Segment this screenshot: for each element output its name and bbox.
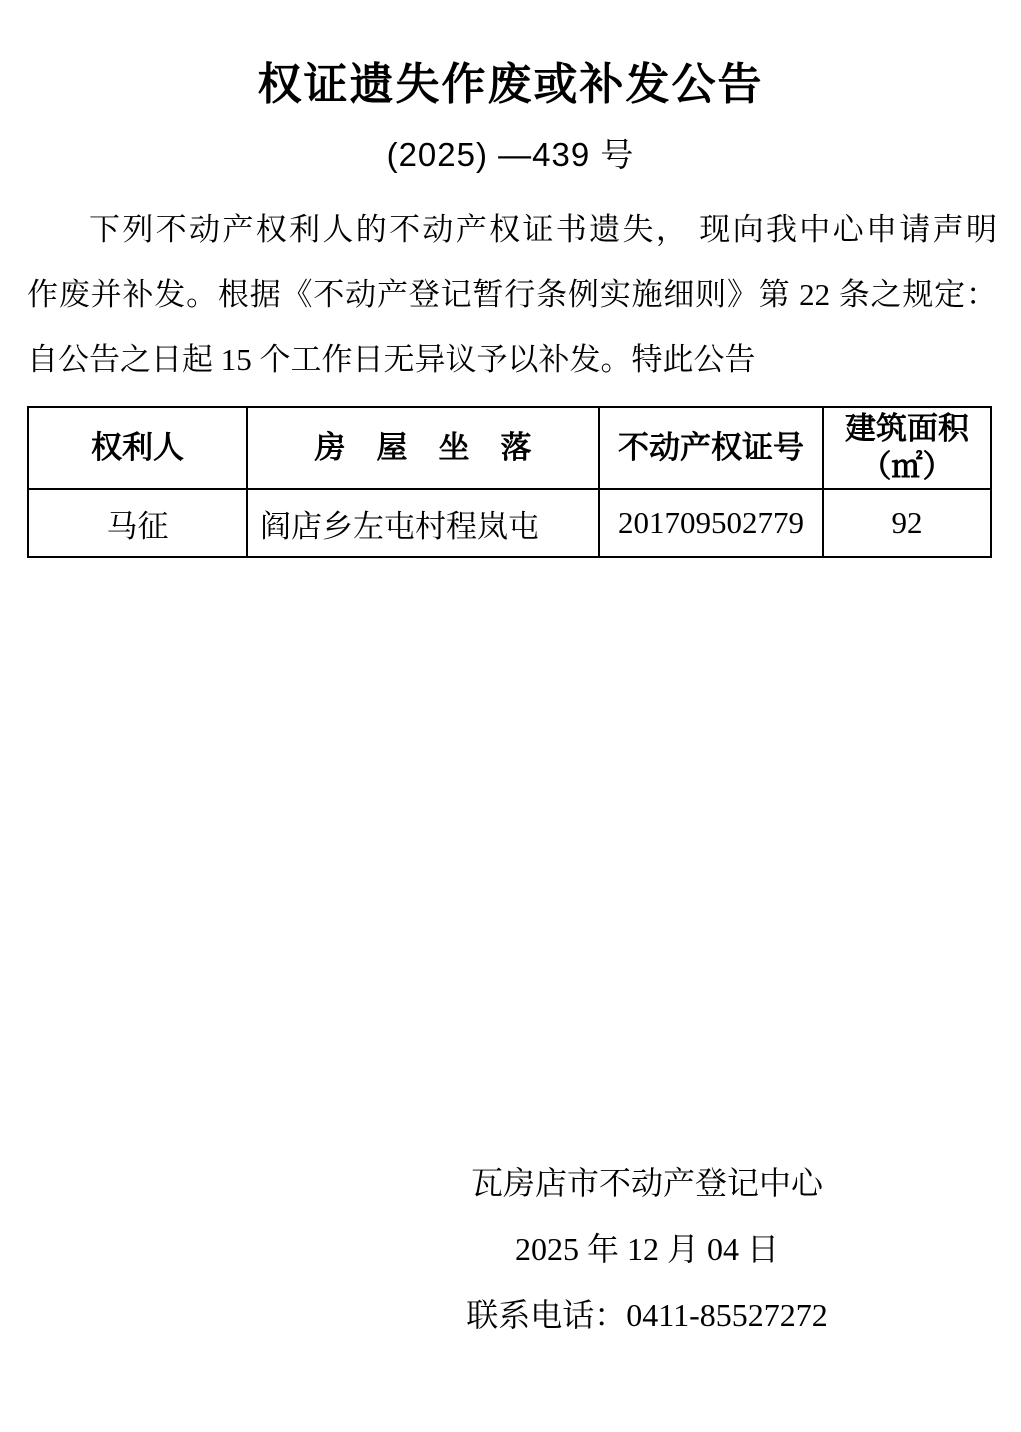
body-line-3: 自公告之日起 15 个工作日无异议予以补发。特此公告 bbox=[27, 342, 756, 378]
col-header-location: 房 屋 坐 落 bbox=[247, 407, 599, 489]
cell-area: 92 bbox=[823, 489, 991, 557]
col-header-area-line2: （㎡） bbox=[860, 449, 954, 485]
cell-cert-no: 201709502779 bbox=[599, 489, 823, 557]
doc-title: 权证遗失作废或补发公告 bbox=[257, 60, 764, 109]
issuer-name: 瓦房店市不动产登记中心 bbox=[470, 1165, 823, 1201]
issue-date: 2025 年 12 月 04 日 bbox=[514, 1231, 779, 1267]
body-line-1: 下列不动产权利人的不动产权证书遗失， 现向我中心申请声明 bbox=[89, 212, 997, 248]
cell-owner: 马征 bbox=[28, 489, 247, 557]
table-row bbox=[28, 489, 991, 557]
contact-phone: 联系电话：0411-85527272 bbox=[466, 1297, 828, 1333]
table-header-row bbox=[28, 407, 991, 489]
cell-location: 阎店乡左屯村程岚屯 bbox=[247, 489, 599, 557]
body-paragraph bbox=[27, 197, 997, 392]
col-header-area-line1: 建筑面积 bbox=[845, 411, 969, 447]
doc-number: (2025) —439 号 bbox=[386, 136, 635, 174]
body-line-2: 作废并补发。根据《不动产登记暂行条例实施细则》第 22 条之规定： bbox=[27, 277, 997, 313]
col-header-owner: 权利人 bbox=[28, 407, 247, 489]
lost-certificates-table bbox=[27, 406, 992, 558]
col-header-area bbox=[823, 407, 991, 489]
col-header-cert-no: 不动产权证号 bbox=[599, 407, 823, 489]
signature-block bbox=[273, 1150, 1021, 1348]
